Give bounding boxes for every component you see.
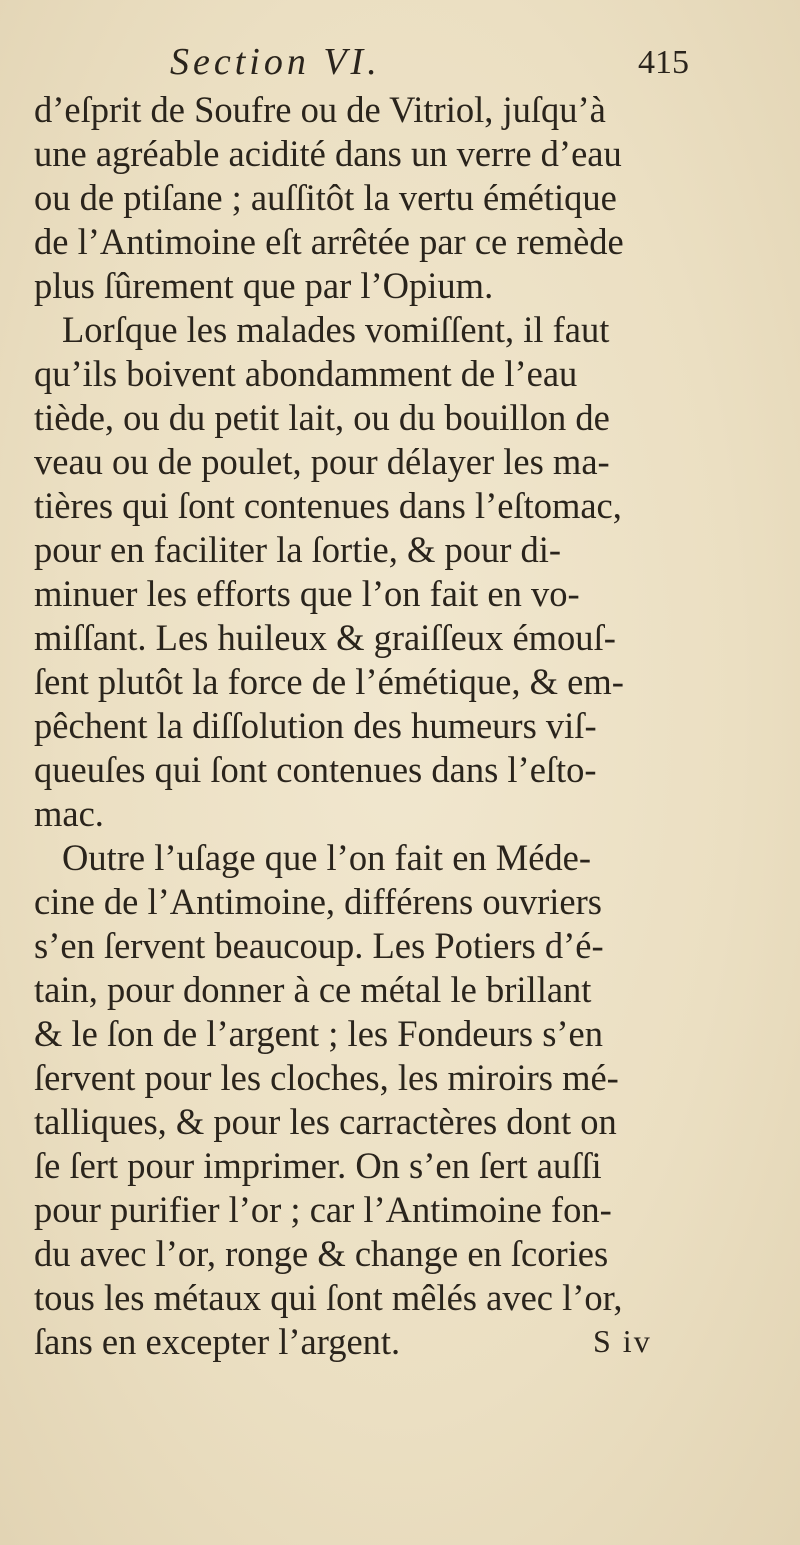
page-number: 415 — [638, 44, 689, 81]
text-line: tiède, ou du petit lait, ou du bouillon de — [34, 397, 610, 438]
signature-mark: S iv — [593, 1323, 652, 1359]
text-line: s’en ſervent beaucoup. Les Potiers d’é- — [34, 925, 604, 966]
text-line: tous les métaux qui ſont mêlés avec l’or, — [34, 1277, 623, 1318]
text-line: talliques, & pour les carractères dont on — [34, 1101, 617, 1142]
text-line: ſent plutôt la force de l’émétique, & em- — [34, 661, 624, 702]
text-line: du avec l’or, ronge & change en ſcories — [34, 1233, 609, 1274]
text-line: minuer les efforts que l’on fait en vo- — [34, 573, 580, 614]
text-line: cine de l’Antimoine, différens ouvriers — [34, 881, 602, 922]
text-line: tières qui ſont contenues dans l’eſtomac, — [34, 485, 622, 526]
text-line: pêchent la diſſolution des humeurs viſ- — [34, 705, 597, 746]
text-line: veau ou de poulet, pour délayer les ma- — [34, 441, 610, 482]
text-line: plus ſûrement que par l’Opium. — [34, 265, 494, 306]
text-line: ſervent pour les cloches, les miroirs mé- — [34, 1057, 619, 1098]
page-header — [0, 40, 800, 90]
text-line: tain, pour donner à ce métal le brillant — [34, 969, 592, 1010]
text-line: miſſant. Les huileux & graiſſeux émouſ- — [34, 617, 616, 658]
text-line: d’eſprit de Soufre ou de Vitriol, juſqu’à — [34, 89, 606, 130]
text-line: mac. — [34, 793, 104, 834]
text-line: ſans en excepter l’argent. — [34, 1321, 401, 1362]
text-line: pour purifier l’or ; car l’Antimoine fon- — [34, 1189, 612, 1230]
paragraph-start-line: Lorſque les malades vomiſſent, il faut — [62, 309, 610, 350]
text-line: ſe ſert pour imprimer. On s’en ſert auſſi — [34, 1145, 602, 1186]
text-line: qu’ils boivent abondamment de l’eau — [34, 353, 578, 394]
text-line: ou de ptiſane ; auſſitôt la vertu émétique — [34, 177, 617, 218]
paragraph-start-line: Outre l’uſage que l’on fait en Méde- — [62, 837, 592, 878]
body-text — [34, 88, 774, 1364]
running-head: Section VI. — [170, 41, 381, 83]
text-line: queuſes qui ſont contenues dans l’eſto- — [34, 749, 597, 790]
text-line: & le ſon de l’argent ; les Fondeurs s’en — [34, 1013, 604, 1054]
text-line: pour en faciliter la ſortie, & pour di- — [34, 529, 562, 570]
text-line: une agréable acidité dans un verre d’eau — [34, 133, 622, 174]
text-line: de l’Antimoine eſt arrêtée par ce remède — [34, 221, 624, 262]
